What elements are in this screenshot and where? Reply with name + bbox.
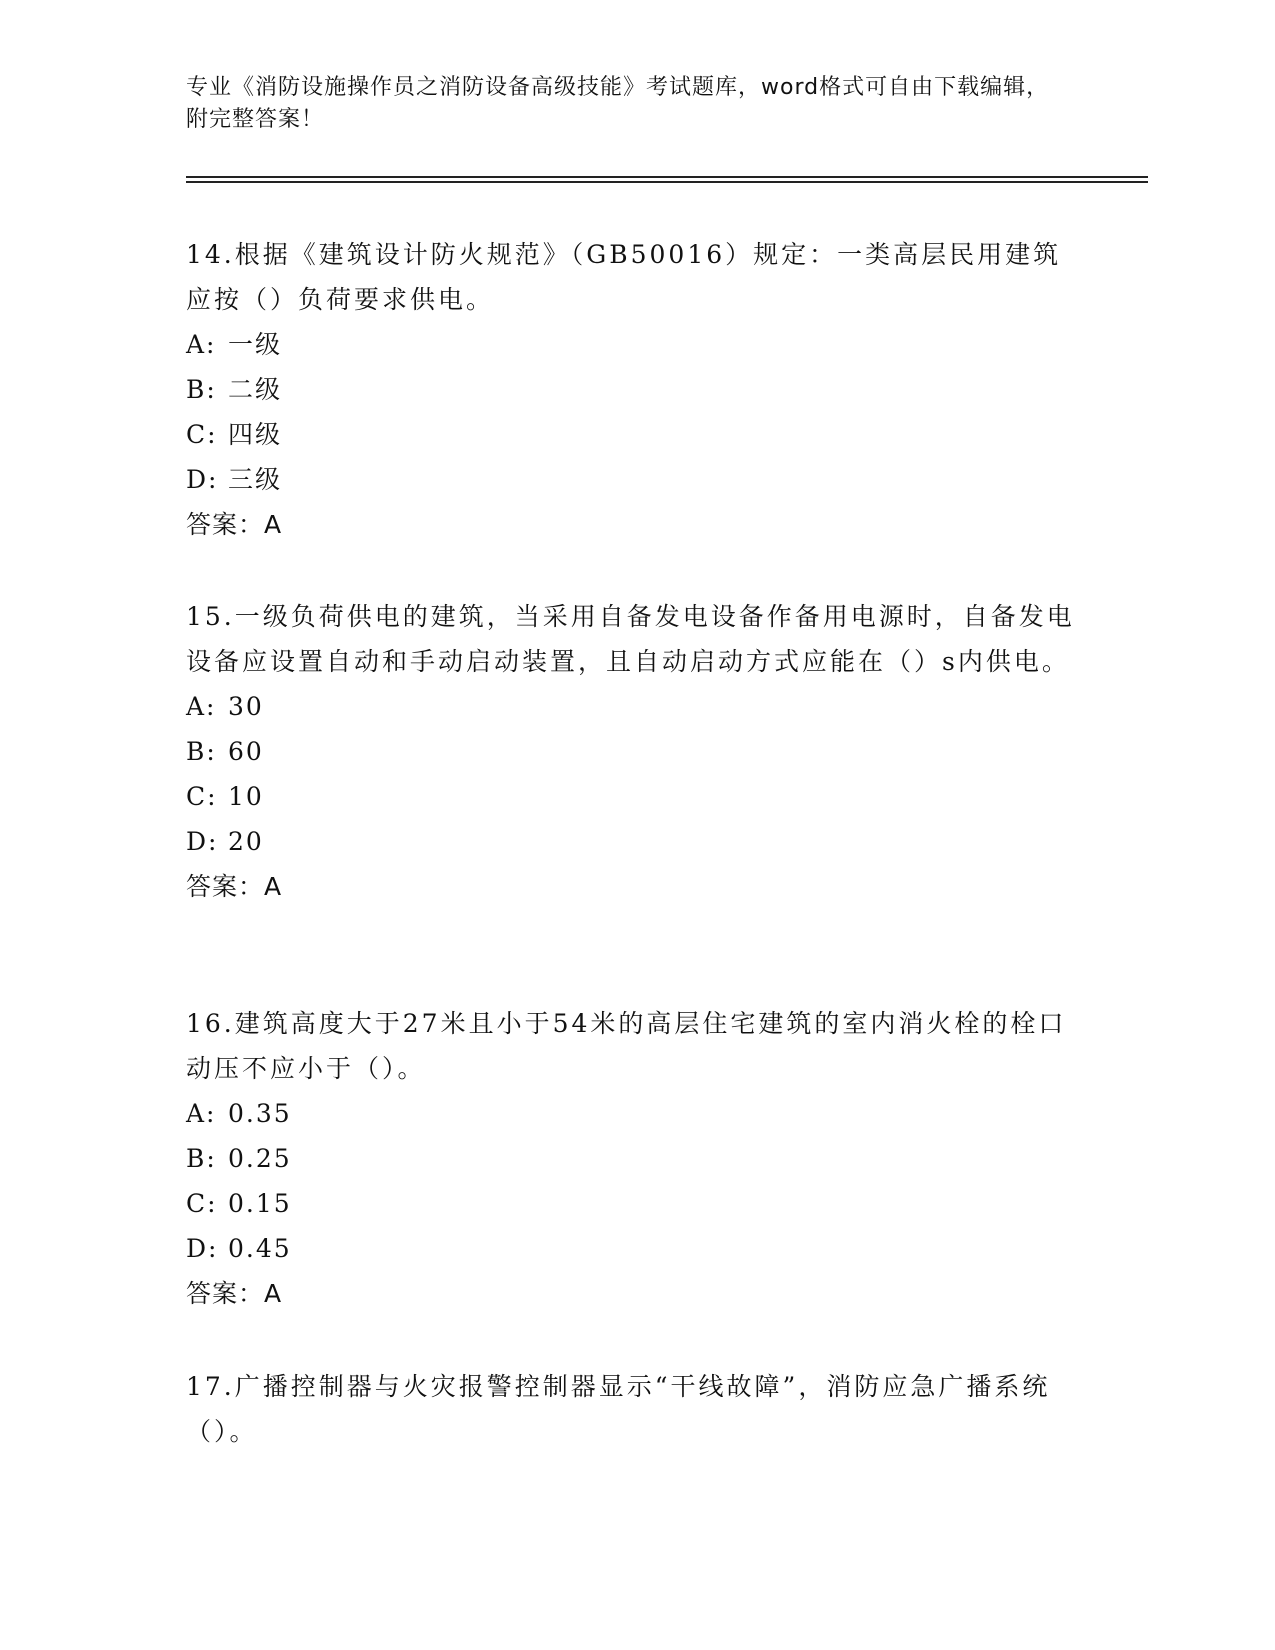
option-text: 0.15	[228, 1189, 292, 1218]
option-letter: A:	[186, 330, 217, 359]
option-d	[186, 1226, 1086, 1271]
option-d	[186, 819, 1086, 864]
option-text: 一级	[228, 330, 283, 359]
option-letter: C:	[186, 1189, 218, 1218]
option-letter: D:	[186, 1234, 219, 1263]
answer-text: 答案：A	[186, 510, 283, 539]
option-text: 30	[228, 692, 264, 721]
option-text: 20	[228, 827, 264, 856]
option-text: 60	[228, 737, 264, 766]
option-letter: B:	[186, 375, 217, 404]
option-a	[186, 684, 1086, 729]
option-letter: C:	[186, 420, 218, 449]
question-stem: 15.一级负荷供电的建筑，当采用自备发电设备作备用电源时，自备发电设备应设置自动和手动启动装置，且自动启动方式应能在（）s内供电。	[186, 602, 1075, 676]
option-letter: B:	[186, 737, 217, 766]
question-stem: 14.根据《建筑设计防火规范》（GB50016）规定：一类高层民用建筑应按（）负荷要求供电。	[186, 240, 1062, 314]
question-stem: 17.广播控制器与火灾报警控制器显示“干线故障”，消防应急广播系统（）。	[186, 1372, 1051, 1446]
option-letter: C:	[186, 782, 218, 811]
question-stem: 16.建筑高度大于27米且小于54米的高层住宅建筑的室内消火栓的栓口动压不应小于（）。	[186, 1009, 1067, 1083]
option-a	[186, 322, 1086, 367]
question-16	[186, 1001, 1086, 1316]
header-divider-top	[186, 176, 1148, 178]
header-text: 专业《消防设施操作员之消防设备高级技能》考试题库，word格式可自由下载编辑，附完整答案！	[186, 75, 1050, 132]
option-letter: D:	[186, 465, 219, 494]
option-text: 三级	[228, 465, 283, 494]
option-c	[186, 1181, 1086, 1226]
question-15	[186, 594, 1086, 909]
option-b	[186, 1136, 1086, 1181]
answer-text: 答案：A	[186, 1279, 283, 1308]
option-b	[186, 729, 1086, 774]
question-17	[186, 1364, 1086, 1454]
option-text: 0.35	[228, 1099, 292, 1128]
option-a	[186, 1091, 1086, 1136]
option-c	[186, 412, 1086, 457]
option-text: 0.45	[228, 1234, 292, 1263]
option-text: 0.25	[228, 1144, 292, 1173]
option-letter: A:	[186, 1099, 217, 1128]
option-letter: A:	[186, 692, 217, 721]
option-b	[186, 367, 1086, 412]
option-text: 10	[228, 782, 264, 811]
question-14	[186, 232, 1086, 547]
option-letter: D:	[186, 827, 219, 856]
option-d	[186, 457, 1086, 502]
option-text: 二级	[228, 375, 283, 404]
option-c	[186, 774, 1086, 819]
answer-text: 答案：A	[186, 872, 283, 901]
header-divider-bottom	[186, 181, 1148, 183]
option-letter: B:	[186, 1144, 217, 1173]
option-text: 四级	[228, 420, 283, 449]
